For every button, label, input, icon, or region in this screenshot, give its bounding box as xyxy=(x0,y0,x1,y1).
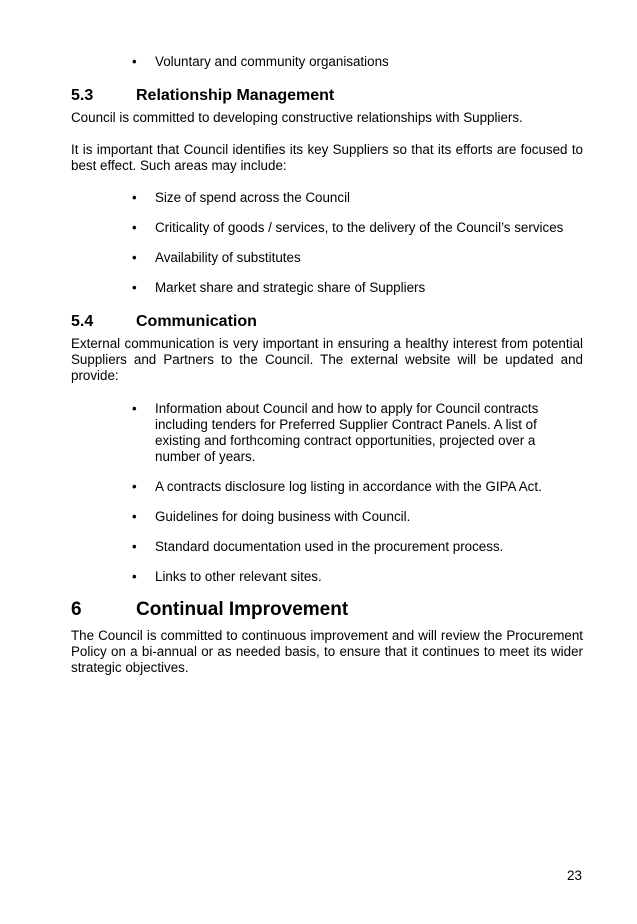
list-item-text: Guidelines for doing business with Council. xyxy=(155,509,411,524)
list-item-text: Market share and strategic share of Suppliers xyxy=(155,280,426,295)
list-item-text: Size of spend across the Council xyxy=(155,190,351,205)
paragraph: The Council is committed to continuous improvement and will review the Procurement Policy on a bi-annual or as needed basis, to ensure that it continues to meet its wider strategic objectives. xyxy=(71,628,583,675)
bullet-marker: • xyxy=(132,220,137,235)
bullet-marker: • xyxy=(132,250,137,265)
bullet-marker: • xyxy=(132,569,137,584)
bullet-marker: • xyxy=(132,401,137,416)
bullet-marker: • xyxy=(132,280,137,295)
list-item-text: Availability of substitutes xyxy=(155,250,301,265)
paragraph: It is important that Council identifies its key Suppliers so that its efforts are focused to best effect. Such areas may include: xyxy=(71,142,583,173)
list-item-text: Links to other relevant sites. xyxy=(155,569,322,584)
bullet-marker: • xyxy=(132,190,137,205)
bullet-marker: • xyxy=(132,509,137,524)
section-title: Continual Improvement xyxy=(136,599,349,620)
paragraph: Council is committed to developing constructive relationships with Suppliers. xyxy=(71,110,523,125)
section-number: 5.3 xyxy=(71,87,94,104)
bullet-marker: • xyxy=(132,539,137,554)
page-number: 23 xyxy=(567,868,582,883)
list-item-text: A contracts disclosure log listing in accordance with the GIPA Act. xyxy=(155,479,542,494)
list-item-text: Information about Council and how to apply for Council contracts including tenders for Preferred Supplier Contract Panels. A list of existing and forthcoming contract opportunities, projected over a number of years. xyxy=(155,401,539,464)
section-number: 6 xyxy=(71,599,82,620)
section-number: 5.4 xyxy=(71,313,94,330)
section-title: Communication xyxy=(136,313,257,330)
list-item-text: Standard documentation used in the procurement process. xyxy=(155,539,504,554)
list-item-text: Criticality of goods / services, to the delivery of the Council’s services xyxy=(155,220,564,235)
bullet-marker: • xyxy=(132,479,137,494)
paragraph: External communication is very important in ensuring a healthy interest from potential Suppliers and Partners to the Council. The external website will be updated and provide: xyxy=(71,336,583,383)
list-item-text: Voluntary and community organisations xyxy=(155,54,389,69)
bullet-marker: • xyxy=(132,54,137,69)
section-title: Relationship Management xyxy=(136,87,335,104)
